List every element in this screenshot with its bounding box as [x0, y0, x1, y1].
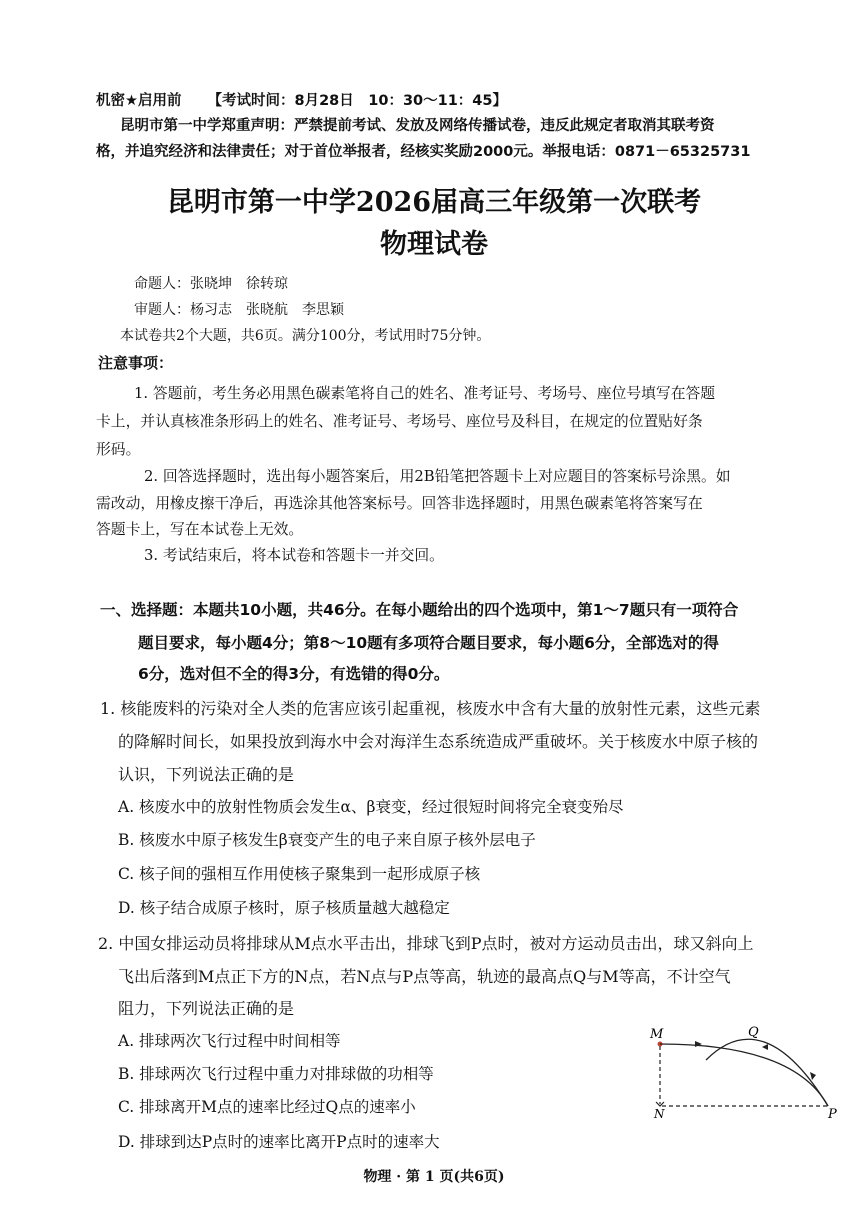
trajectory-figure: [644, 1022, 844, 1122]
q1-stem-line-2: 的降解时间长，如果投放到海水中会对海洋生态系统造成严重破坏。关于核废水中原子核的: [118, 732, 759, 751]
q2-stem-line-1: 2. 中国女排运动员将排球从M点水平击出，排球飞到P点时，被对方运动员击出，球又斜向上: [98, 934, 754, 953]
subject-title: 物理试卷: [380, 229, 488, 260]
note-2-line-2: 需改动，用橡皮擦干净后，再选涂其他答案标号。回答非选择题时，用黑色碳素笔将答案写在: [96, 495, 703, 512]
q2-option-d: D. 排球到达P点时的速率比离开P点时的速率大: [118, 1133, 440, 1151]
section-1-line-1: 一、选择题：本题共10小题，共46分。在每小题给出的四个选项中，第1～7题只有一项符合: [100, 601, 739, 619]
confidential-label: 机密★启用前 【考试时间：8月28日 10：30～11：45】: [96, 93, 507, 109]
q2-option-c: C. 排球离开M点的速率比经过Q点的速率小: [118, 1098, 416, 1116]
q1-option-d: D. 核子结合成原子核时，原子核质量越大越稳定: [118, 899, 450, 917]
page-footer: 物理 · 第 1 页(共6页): [363, 1169, 505, 1185]
label-p: P: [828, 1107, 837, 1122]
q1-option-b: B. 核废水中原子核发生β衰变产生的电子来自原子核外层电子: [118, 831, 536, 849]
q2-option-a: A. 排球两次飞行过程中时间相等: [118, 1032, 341, 1050]
notice-line-2: 格，并追究经济和法律责任；对于首位举报者，经核实奖励2000元。举报电话：0871－65325731: [96, 144, 751, 160]
section-1-line-3: 6分，选对但不全的得3分，有选错的得0分。: [138, 665, 450, 683]
note-1-line-2: 卡上，并认真核准条形码上的姓名、准考证号、考场号、座位号及科目，在规定的位置贴好条: [96, 413, 703, 430]
arrow-icon: [762, 1044, 768, 1050]
q2-option-b: B. 排球两次飞行过程中重力对排球做的功相等: [118, 1065, 434, 1083]
exam-time: 【考试时间：8月28日 10：30～11：45】: [207, 93, 507, 109]
note-1-line-1: 1. 答题前，考生务必用黑色碳素笔将自己的姓名、准考证号、考场号、座位号填写在答题: [134, 385, 716, 402]
notes-heading: 注意事项：: [98, 354, 174, 372]
q1-stem-line-3: 认识，下列说法正确的是: [118, 765, 295, 784]
reviewers: 审题人：杨习志 张晓航 李思颖: [134, 302, 344, 318]
note-2-line-1: 2. 回答选择题时，选出每小题答案后，用2B铅笔把答题卡上对应题目的答案标号涂黑。如: [144, 468, 731, 485]
arrow-icon: [810, 1072, 816, 1080]
note-3: 3. 考试结束后，将本试卷和答题卡一并交回。: [144, 547, 444, 564]
q2-stem-line-3: 阻力，下列说法正确的是: [118, 999, 295, 1018]
q1-option-a: A. 核废水中的放射性物质会发生α、β衰变，经过很短时间将完全衰变殆尽: [118, 798, 624, 816]
note-2-line-3: 答题卡上，写在本试卷上无效。: [96, 521, 304, 538]
section-1-line-2: 题目要求，每小题4分；第8～10题有多项符合题目要求，每小题6分，全部选对的得: [138, 634, 719, 652]
notice-line-1: 昆明市第一中学郑重声明：严禁提前考试、发放及网络传播试卷，违反此规定者取消其联考资: [120, 118, 715, 134]
exam-title: 昆明市第一中学2026届高三年级第一次联考: [166, 187, 702, 218]
exam-info: 本试卷共2个大题，共6页。满分100分，考试用时75分钟。: [120, 328, 491, 344]
q1-stem-line-1: 1. 核能废料的污染对全人类的危害应该引起重视，核废水中含有大量的放射性元素，这些元素: [100, 699, 761, 718]
label-q: Q: [748, 1025, 759, 1040]
note-1-line-3: 形码。: [96, 441, 141, 458]
q1-option-c: C. 核子间的强相互作用使核子聚集到一起形成原子核: [118, 865, 481, 883]
trajectory-m-to-p: [660, 1044, 828, 1106]
label-n: N: [654, 1107, 665, 1121]
authors: 命题人：张晓坤 徐转琼: [134, 276, 288, 292]
label-m: M: [650, 1027, 664, 1042]
q2-stem-line-2: 飞出后落到M点正下方的N点，若N点与P点等高，轨迹的最高点Q与M等高，不计空气: [118, 967, 731, 986]
